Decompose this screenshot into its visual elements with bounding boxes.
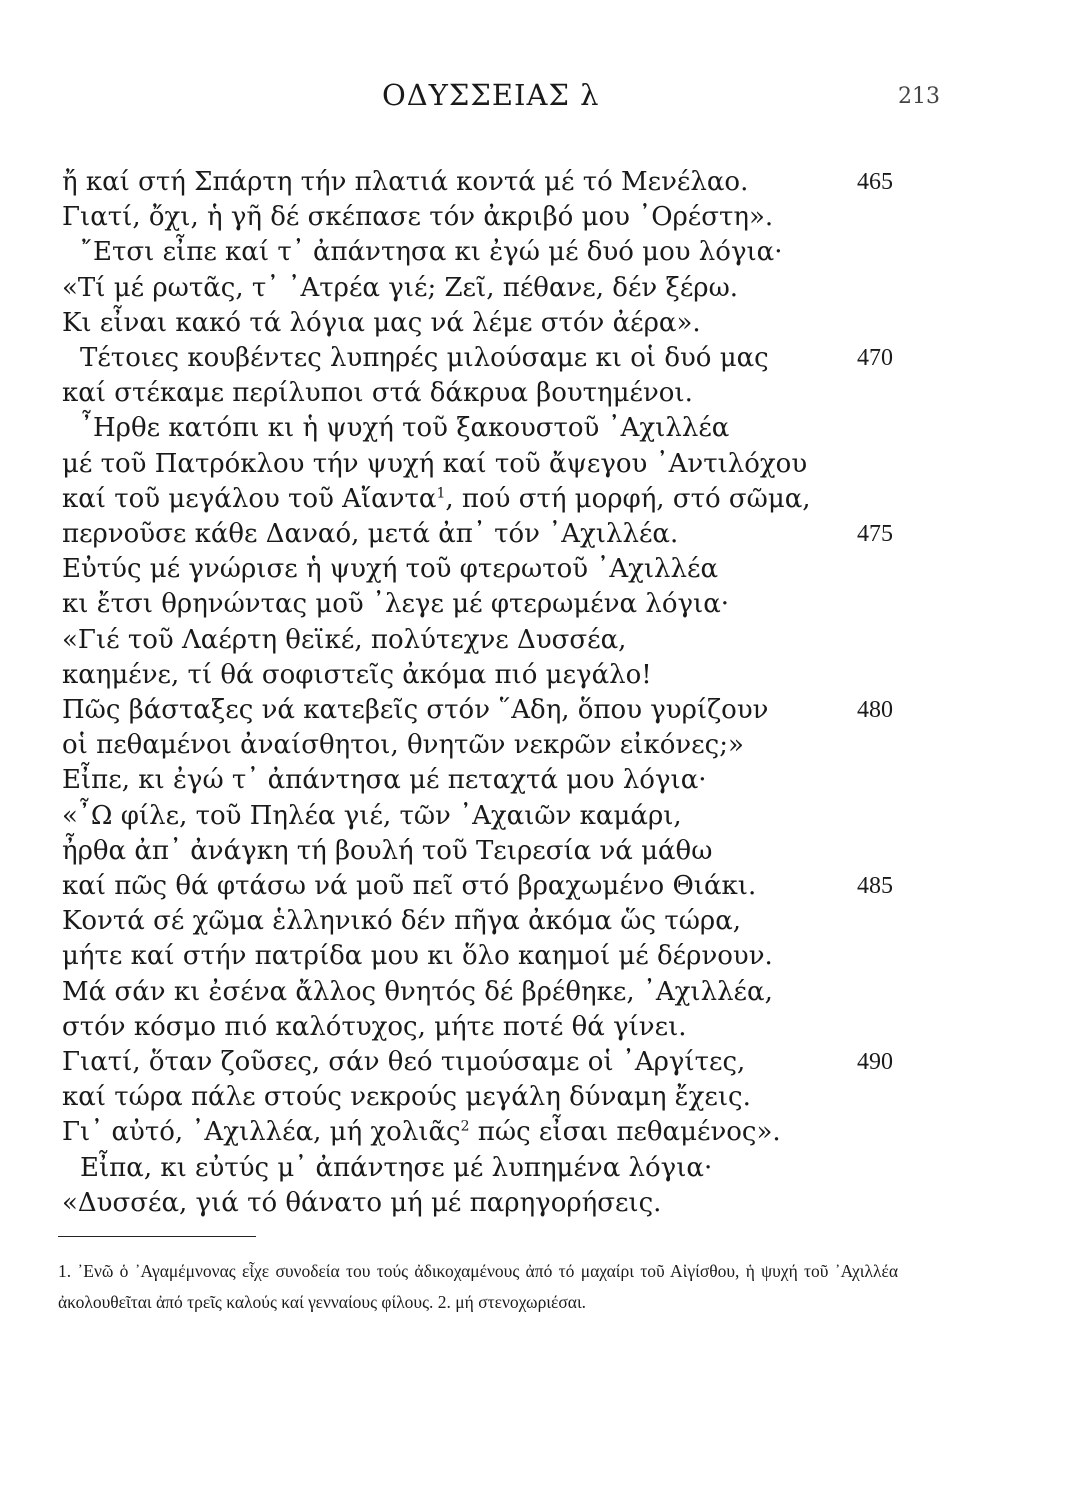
footnote-marker: 1	[436, 485, 446, 502]
verse-text: καί στέκαμε περίλυποι στά δάκρυα βουτημένοι.	[62, 378, 693, 409]
verse-text: μέ τοῦ Πατρόκλου τήν ψυχή καί τοῦ ἄψεγου ᾿Αντιλόχου	[62, 448, 808, 479]
verse-text: στόν κόσμο πιό καλότυχος, μήτε ποτέ θά γίνει.	[62, 1011, 687, 1042]
verse-text: «῏Ω φίλε, τοῦ Πηλέα γιέ, τῶν ᾿Αχαιῶν καμάρι,	[62, 800, 682, 831]
verse-text: Εἶπε, κι ἐγώ τ᾿ ἀπάντησα μέ πεταχτά μου λόγια·	[62, 765, 707, 796]
line-number: 475	[857, 521, 893, 547]
verse-text: Τέτοιες κουβέντες λυπηρές μιλούσαμε κι οἱ δυό μας	[80, 343, 769, 373]
verse-text: «Δυσσέα, γιά τό θάνατο μή μέ παρηγορήσεις.	[62, 1187, 662, 1218]
line-number: 470	[857, 345, 893, 371]
verse-text: «Γιέ τοῦ Λαέρτη θεϊκέ, πολύτεχνε Δυσσέα,	[62, 624, 627, 655]
footnote-marker: 2	[460, 1118, 470, 1135]
verse-text: ῏Ηρθε κατόπι κι ἡ ψυχή τοῦ ξακουστοῦ ᾿Αχιλλέα	[80, 413, 730, 444]
line-number: 465	[857, 169, 893, 195]
verse-text: καί πῶς θά φτάσω νά μοῦ πεῖ στό βραχωμένο Θιάκι.	[62, 871, 757, 901]
verse-text-continued: , πού στή μορφή, στό σῶμα,	[445, 483, 811, 514]
verse-text: Εὐτύς μέ γνώρισε ἡ ψυχή τοῦ φτερωτοῦ ᾿Αχιλλέα	[62, 554, 719, 585]
verse-text: Κι εἶναι κακό τά λόγια μας νά λέμε στόν ἀέρα».	[62, 307, 701, 338]
verse-line	[0, 1181, 1085, 1225]
verse-text: Μά σάν κι ἐσένα ἄλλος θνητός δέ βρέθηκε, ᾿Αχιλλέα,	[62, 976, 773, 1007]
verse-text: καί τώρα πάλε στούς νεκρούς μεγάλη δύναμη ἔχεις.	[62, 1082, 751, 1113]
footnote-divider	[58, 1236, 256, 1237]
verse-text: Κοντά σέ χῶμα ἑλληνικό δέν πῆγα ἀκόμα ὥς τώρα,	[62, 906, 742, 937]
line-number: 490	[857, 1049, 893, 1075]
verse-text: Γιατί, ὅταν ζοῦσες, σάν θεό τιμούσαμε οἱ ᾿Αργίτες,	[62, 1047, 746, 1077]
verse-text: καί τοῦ μεγάλου τοῦ Αἴαντα$^1$, πού στή μορφή, στό σῶμα,	[62, 483, 811, 514]
verse-text: ἤ καί στή Σπάρτη τήν πλατιά κοντά μέ τό Μενέλαο.	[62, 167, 749, 197]
verse-text: ἦρθα ἀπ᾿ ἀνάγκη τή βουλή τοῦ Τειρεσία νά μάθω	[62, 835, 713, 866]
footnote: 1. ᾿Ενῶ ὁ ᾿Αγαμέμνονας εἶχε συνοδεία του τούς ἀδικοχαμένους ἀπό τό μαχαίρι τοῦ Αἰγίσθου, ἡ ψυχή τοῦ ᾿Αχιλλέα ἀκολουθεῖται ἀπό τρεῖς καλούς καί γενναίους φίλους. 2. μή στενοχωριέσαι.	[58, 1261, 898, 1312]
verse-text-continued: πώς εἶσαι πεθαμένος».	[469, 1117, 781, 1148]
verse-text: Πῶς βάσταξες νά κατεβεῖς στόν ῞Αδη, ὅπου γυρίζουν	[62, 695, 769, 725]
verse-text: περνοῦσε κάθε Δαναό, μετά ἀπ᾿ τόν ᾿Αχιλλέα.	[62, 519, 679, 549]
verse-text: Γιατί, ὄχι, ἡ γῆ δέ σκέπασε τόν ἀκριβό μου ᾿Ορέστη».	[62, 202, 774, 233]
verse-text: μήτε καί στήν πατρίδα μου κι ὅλο καημοί μέ δέρνουν.	[62, 941, 773, 972]
verse-text: «Τί μέ ρωτᾶς, τ᾿ ᾿Ατρέα γιέ; Ζεῖ, πέθανε, δέν ξέρω.	[62, 272, 739, 303]
running-header	[0, 78, 1085, 128]
verse-text: Γι᾿ αὐτό, ᾿Αχιλλέα, μή χολιᾶς$^2$ πώς εἶσαι πεθαμένος».	[62, 1117, 781, 1148]
chapter-title: ΟΔΥΣΣΕΙΑΣ λ	[382, 78, 600, 112]
line-number: 480	[857, 697, 893, 723]
verse-text: ῎Ετσι εἶπε καί τ᾿ ἀπάντησα κι ἐγώ μέ δυό μου λόγια·	[80, 237, 783, 268]
line-number: 485	[857, 873, 893, 899]
page-number: 213	[898, 84, 940, 109]
verse-text: οἱ πεθαμένοι ἀναίσθητοι, θνητῶν νεκρῶν εἰκόνες;»	[62, 730, 744, 761]
verse-text: κι ἔτσι θρηνώντας μοῦ ᾿λεγε μέ φτερωμένα λόγια·	[62, 589, 730, 620]
verse-text: Εἶπα, κι εὐτύς μ᾿ ἀπάντησε μέ λυπημένα λόγια·	[80, 1152, 713, 1183]
verse-text: καημένε, τί θά σοφιστεῖς ἀκόμα πιό μεγάλο!	[62, 659, 652, 690]
